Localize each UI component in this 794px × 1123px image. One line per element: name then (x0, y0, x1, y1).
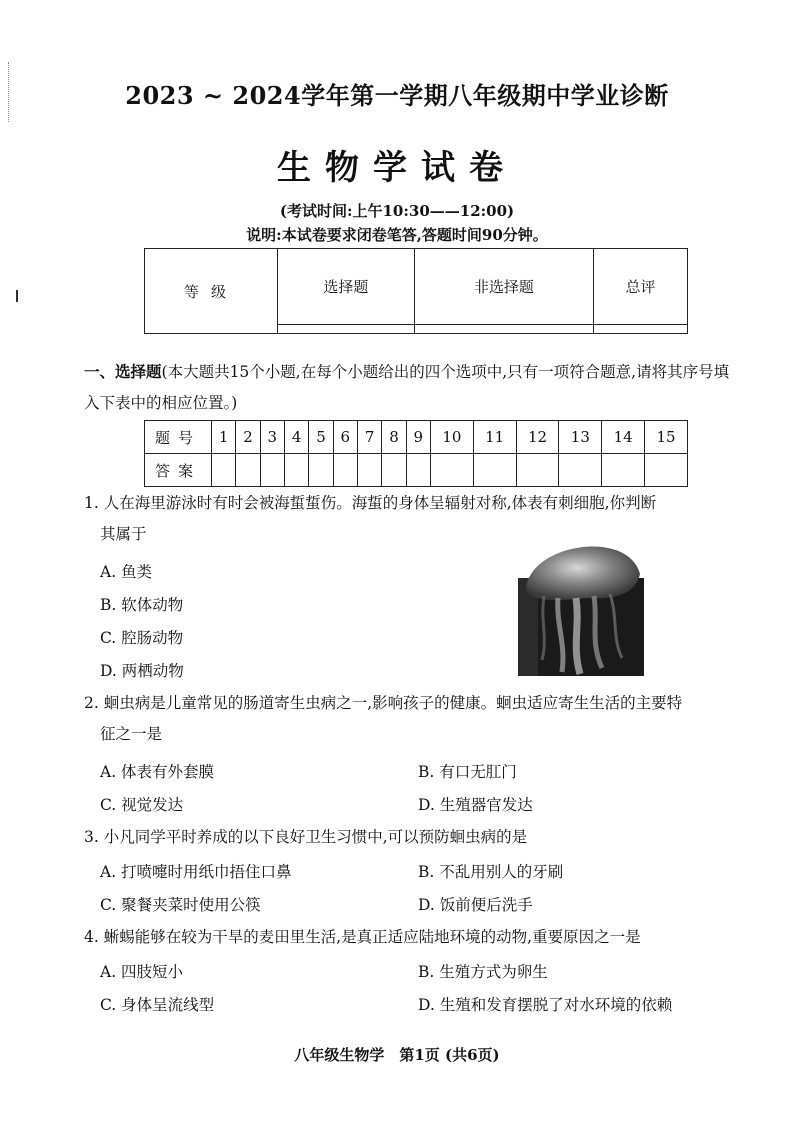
jellyfish-tentacle (542, 596, 544, 660)
grade-label: 等级 (145, 249, 278, 334)
grade-col-nonchoice: 非选择题 (414, 249, 593, 325)
question-3-option-c[interactable]: C. 聚餐夹菜时使用公筷 (100, 896, 261, 914)
question-2-stem (84, 688, 744, 750)
question-2-option-b[interactable]: B. 有口无肛门 (418, 763, 517, 781)
question-4-option-c[interactable]: C. 身体呈流线型 (100, 996, 215, 1014)
answer-cell[interactable] (406, 454, 430, 487)
answer-number: 1 (212, 421, 236, 454)
grade-col-total: 总评 (594, 249, 688, 325)
answer-cell[interactable] (382, 454, 406, 487)
jellyfish-bell (526, 546, 640, 600)
page-footer: 八年级生物学 第1页 (共6页) (294, 1046, 500, 1064)
answer-number: 3 (260, 421, 284, 454)
margin-mark (16, 290, 18, 302)
answer-table-answer-label: 答案 (145, 454, 212, 487)
answer-cell[interactable] (602, 454, 645, 487)
answer-number: 5 (309, 421, 333, 454)
jellyfish-photo (518, 534, 644, 676)
answer-cell[interactable] (212, 454, 236, 487)
question-3-option-a[interactable]: A. 打喷嚏时用纸巾捂住口鼻 (100, 863, 292, 881)
grade-cell-nonchoice[interactable] (414, 324, 593, 333)
exam-header-title: 2023 ~ 2024学年第一学期八年级期中学业诊断 (125, 81, 669, 110)
exam-instructions: 说明:本试卷要求闭卷笔答,答题时间90分钟。 (246, 226, 548, 244)
grade-cell-choice[interactable] (278, 324, 415, 333)
question-1-stem (84, 488, 744, 550)
answer-cell[interactable] (260, 454, 284, 487)
question-3-option-d[interactable]: D. 饭前便后洗手 (418, 896, 533, 914)
answer-number: 12 (516, 421, 559, 454)
answer-number: 7 (357, 421, 381, 454)
answer-table-number-row (145, 421, 688, 454)
exam-time: (考试时间:上午10:30——12:00) (279, 202, 515, 220)
answer-cell[interactable] (473, 454, 516, 487)
jellyfish-tentacle (576, 598, 580, 674)
question-2-stem-line-1: 2. 蛔虫病是儿童常见的肠道寄生虫病之一,影响孩子的健康。蛔虫适应寄生生活的主要特 (84, 694, 683, 712)
answer-table (144, 420, 688, 487)
answer-number: 6 (333, 421, 357, 454)
grade-col-choice: 选择题 (278, 249, 415, 325)
section-1-intro (84, 356, 744, 419)
question-3-stem-line-1: 3. 小凡同学平时养成的以下良好卫生习惯中,可以预防蛔虫病的是 (84, 828, 528, 846)
question-2-option-c[interactable]: C. 视觉发达 (100, 796, 184, 814)
answer-number: 9 (406, 421, 430, 454)
answer-number: 10 (430, 421, 473, 454)
question-3-option-b[interactable]: B. 不乱用别人的牙刷 (418, 863, 564, 881)
answer-number: 13 (559, 421, 602, 454)
answer-cell[interactable] (645, 454, 688, 487)
answer-number: 11 (473, 421, 516, 454)
answer-number: 2 (236, 421, 260, 454)
answer-number: 8 (382, 421, 406, 454)
answer-number: 14 (602, 421, 645, 454)
question-1-option-a[interactable]: A. 鱼类 (100, 563, 153, 581)
answer-cell[interactable] (333, 454, 357, 487)
answer-cell[interactable] (284, 454, 308, 487)
answer-cell[interactable] (357, 454, 381, 487)
section-1-heading: 一、选择题 (84, 362, 162, 381)
question-2-option-a[interactable]: A. 体表有外套膜 (100, 763, 215, 781)
question-2-option-d[interactable]: D. 生殖器官发达 (418, 796, 533, 814)
grade-cell-total[interactable] (594, 324, 688, 333)
answer-cell[interactable] (516, 454, 559, 487)
question-4-stem-line-1: 4. 蜥蜴能够在较为干旱的麦田里生活,是真正适应陆地环境的动物,重要原因之一是 (84, 928, 641, 946)
question-3-stem (84, 822, 744, 853)
question-1-option-d[interactable]: D. 两栖动物 (100, 662, 184, 680)
answer-number: 15 (645, 421, 688, 454)
question-1-option-c[interactable]: C. 腔肠动物 (100, 629, 184, 647)
question-2-stem-line-2: 征之一是 (100, 725, 163, 743)
question-4-option-a[interactable]: A. 四肢短小 (100, 963, 184, 981)
answer-table-answer-row (145, 454, 688, 487)
paper-title: 生物学试卷 (277, 148, 517, 188)
question-1-stem-line-2: 其属于 (100, 525, 147, 543)
answer-cell[interactable] (309, 454, 333, 487)
question-4-option-d[interactable]: D. 生殖和发育摆脱了对水环境的依赖 (418, 996, 673, 1014)
question-4-option-b[interactable]: B. 生殖方式为卵生 (418, 963, 548, 981)
grade-table (144, 248, 688, 334)
answer-cell[interactable] (430, 454, 473, 487)
answer-cell[interactable] (236, 454, 260, 487)
question-1-stem-line-1: 1. 人在海里游泳时有时会被海蜇蜇伤。海蜇的身体呈辐射对称,体表有刺细胞,你判断 (84, 494, 657, 512)
answer-cell[interactable] (559, 454, 602, 487)
section-1-text: (本大题共15个小题,在每个小题给出的四个选项中,只有一项符合题意,请将其序号填入下表中的相应位置。) (84, 363, 730, 412)
answer-number: 4 (284, 421, 308, 454)
question-1-option-b[interactable]: B. 软体动物 (100, 596, 184, 614)
question-4-stem (84, 922, 744, 953)
answer-table-number-label: 题号 (145, 421, 212, 454)
